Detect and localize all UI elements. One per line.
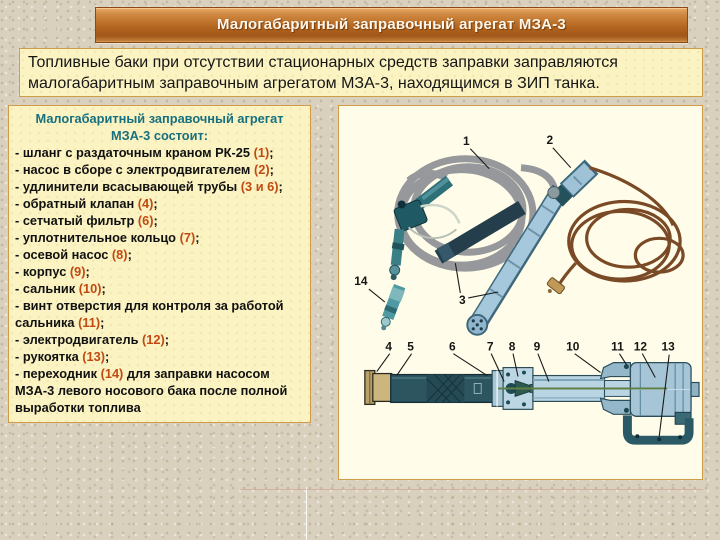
parts-heading-line1: Малогабаритный заправочный агрегат [35, 111, 284, 126]
callout-4: 4 [385, 339, 393, 354]
callout-2: 2 [546, 132, 554, 147]
callout-13: 13 [661, 339, 675, 354]
part-list-item: - осевой насос (8); [15, 247, 132, 262]
part-list-item: - шланг с раздаточным краном РК-25 (1); [15, 145, 274, 160]
part-list-item: - корпус (9); [15, 264, 90, 279]
callout-14: 14 [354, 274, 368, 289]
callout-3: 3 [459, 292, 466, 307]
intro-text: Топливные баки при отсутствии стационарных средств заправки заправляются малогабаритным заправочным агрегатом МЗА-3, находящимся в ЗИП танка. [28, 54, 618, 92]
parts-heading [15, 110, 304, 144]
callout-10: 10 [566, 339, 580, 354]
slide-title-bar [95, 7, 688, 43]
callout-12: 12 [633, 339, 647, 354]
vertical-line-artifact [306, 487, 307, 540]
intro-text-box [19, 48, 703, 97]
horizontal-line-artifact [240, 489, 703, 490]
callout-1: 1 [462, 133, 470, 148]
parts-list [15, 144, 304, 416]
cross-section-suction-tube [391, 375, 492, 403]
parts-panel [8, 105, 311, 423]
part-list-item: - рукоятка (13); [15, 349, 110, 364]
callout-5: 5 [407, 339, 414, 354]
seal-control-screw [624, 364, 629, 369]
adapter-fitting [381, 286, 399, 330]
part-list-item: - удлинители всасывающей трубы (3 и 6); [15, 179, 283, 194]
part-list-item: - насос в сборе с электродвигателем (2); [15, 162, 274, 177]
part-list-item: - уплотнительное кольцо (7); [15, 230, 200, 245]
parts-heading-line2: МЗА-3 состоит: [110, 128, 209, 143]
callout-7: 7 [486, 339, 494, 354]
callout-6: 6 [449, 339, 456, 354]
part-list-item: - обратный клапан (4); [15, 196, 158, 211]
slide-title: Малогабаритный заправочный агрегат МЗА-3 [217, 16, 566, 33]
callout-11: 11 [611, 339, 624, 354]
cross-section-end-cap [365, 371, 392, 405]
callout-8: 8 [508, 339, 516, 354]
part-list-item: - сетчатый фильтр (6); [15, 213, 158, 228]
part-list-item: - сальник (10); [15, 281, 106, 296]
part-list-item: - винт отверстия для контроля за работой сальника (11); [15, 298, 284, 330]
part-list-item: - электродвигатель (12); [15, 332, 170, 347]
part-list-item: - переходник (14) для заправки насосом МЗА-3 левого носового бака после полной выработки топлива [15, 366, 288, 415]
screen-filter-section [427, 375, 465, 403]
mza3-figure [339, 106, 702, 479]
callout-9: 9 [533, 339, 541, 354]
figure-panel [338, 105, 703, 480]
